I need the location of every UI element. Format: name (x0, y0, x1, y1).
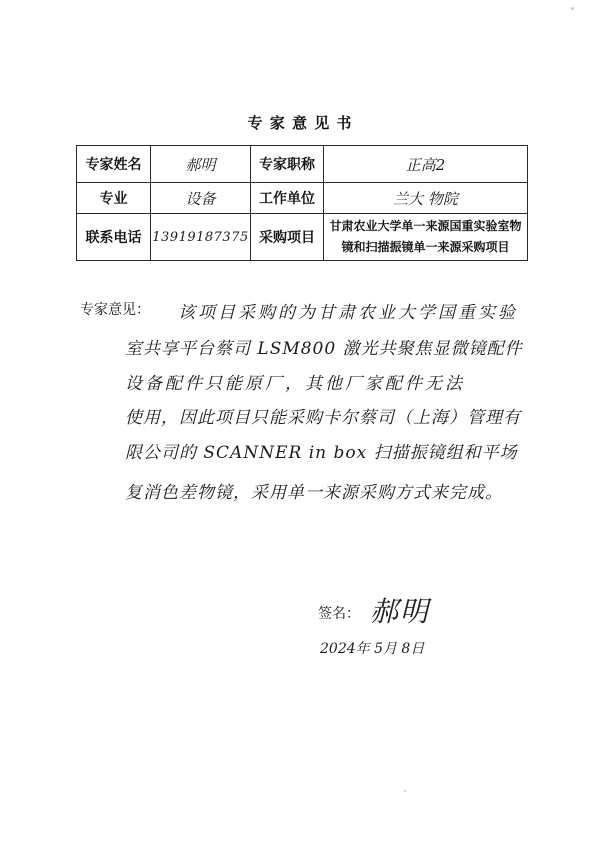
opinion-line: 使用，因此项目只能采购卡尔蔡司（上海）管理有 (125, 408, 521, 428)
scan-speck (571, 7, 574, 10)
title-label: 专家职称 (251, 146, 324, 183)
signature-label: 签名： (318, 606, 360, 622)
document-title: 专 家 意 见 书 (247, 114, 353, 132)
phone-label: 联系电话 (77, 214, 151, 261)
opinion-line: 设备配件只能原厂，其他厂家配件无法 (125, 374, 465, 394)
signature-date: 2024年 5月 8日 (320, 641, 425, 657)
project-value (324, 214, 528, 261)
signature: 郝明 (370, 595, 431, 628)
major-label: 专业 (77, 183, 151, 214)
opinion-line: 室共享平台蔡司 LSM800 激光共聚焦显微镜配件 (125, 339, 523, 359)
table-row (77, 146, 528, 183)
project-label: 采购项目 (251, 214, 324, 261)
name-label: 专家姓名 (77, 146, 151, 183)
table-row (77, 183, 528, 214)
opinion-label: 专家意见： (80, 302, 150, 318)
phone-value: 13919187375 (151, 214, 251, 261)
expert-info-table (76, 145, 528, 261)
opinion-line: 限公司的 SCANNER in box 扫描振镜组和平场 (125, 443, 518, 463)
scan-speck (404, 790, 406, 792)
name-value: 郝明 (151, 146, 251, 183)
title-value: 正高2 (324, 146, 528, 183)
major-value: 设备 (151, 183, 251, 214)
opinion-line: 复消色差物镜，采用单一来源采购方式来完成。 (125, 483, 503, 503)
unit-label: 工作单位 (251, 183, 324, 214)
unit-value: 兰大 物院 (324, 183, 528, 214)
project-line: 镜和扫描振镜单一来源采购项目 (341, 240, 510, 254)
table-row (77, 214, 528, 261)
opinion-line: 该项目采购的为甘肃农业大学国重实验 (178, 303, 518, 323)
project-line: 甘肃农业大学单一来源国重实验室物 (329, 219, 522, 233)
